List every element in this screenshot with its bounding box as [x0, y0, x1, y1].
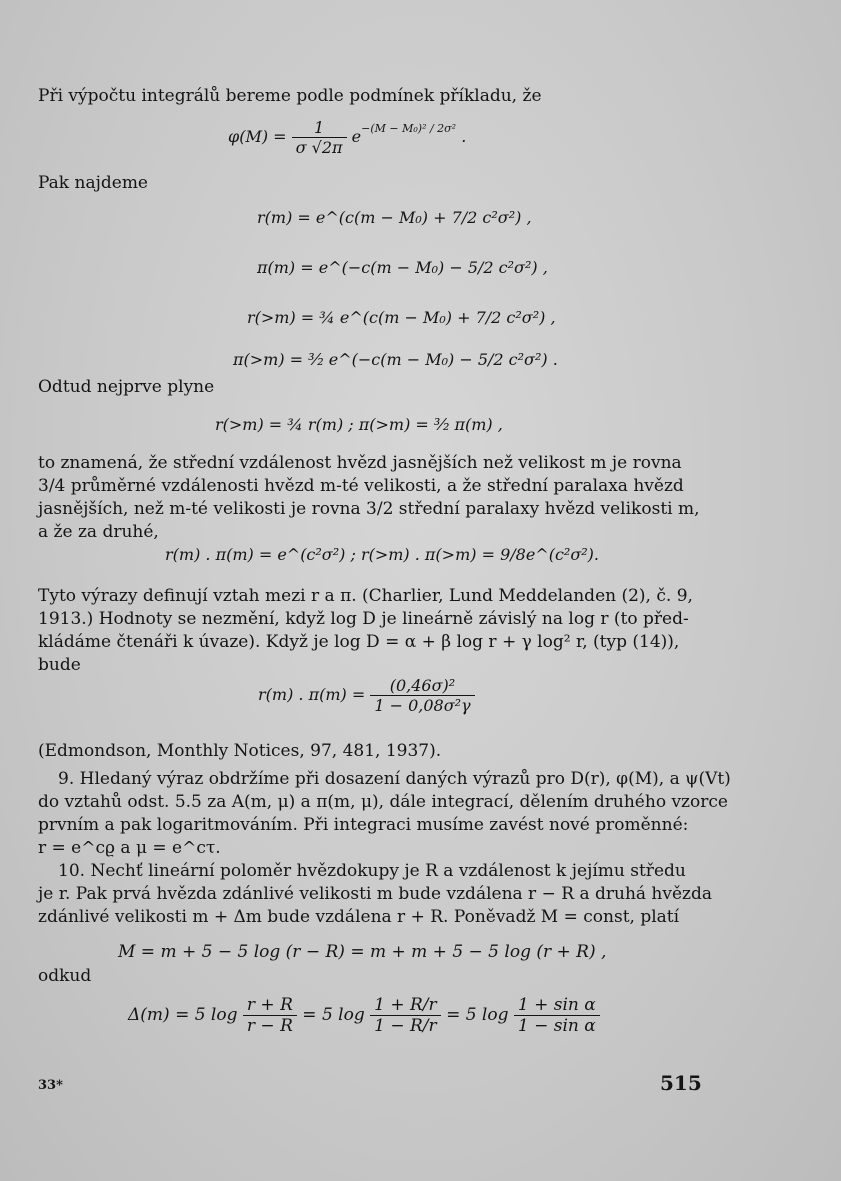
phi-denominator: σ √2π [295, 138, 343, 157]
equation-phi: φ(M) = $\frac{1}{\sigma √2\pi}$ $e^{-(M - M_0)^2 / 2\sigma^2}$ . [228, 118, 467, 157]
text-line: zdánlivé velikosti m + Δm bude vzdálena r + R. Poněvadž M = const, platí [38, 907, 680, 927]
phi-exponent-base: e [351, 127, 362, 146]
edmondson-lhs: r(m) . π(m) = [258, 685, 366, 704]
fraction-denominator: r − R [246, 1016, 293, 1036]
text-line: je r. Pak prvá hvězda zdánlivé velikosti m bude vzdálena r − R a druhá hvězda [38, 884, 713, 904]
fraction-denominator: 1 − R/r [374, 1016, 437, 1036]
text-line: 9. Hledaný výraz obdržíme při dosazení daných výrazů pro D(r), φ(M), a ψ(Vt) [58, 769, 731, 789]
delta-fraction-2 [370, 995, 441, 1036]
text-line: to znamená, že střední vzdálenost hvězd jasnějších než velikost m je rovna [38, 453, 682, 473]
text-line: jasnějších, než m-té velikosti je rovna 3/2 střední paralaxy hvězd velikosti m, [38, 499, 700, 519]
phi-lhs: φ(M) = [228, 127, 287, 146]
delta-lhs: Δ(m) = 5 log [128, 1005, 238, 1025]
text-line: prvním a pak logaritmováním. Při integraci musíme zavést nové proměnné: [38, 815, 689, 835]
edmondson-fraction [370, 676, 474, 715]
delta-fraction-1 [243, 995, 297, 1036]
delta-mid-1: = 5 log [302, 1005, 365, 1025]
equation-pi-gt: π(>m) = ³⁄₂ e^(−c(m − M₀) − 5/2 c²σ²) . [233, 350, 558, 369]
equation-r-gt: r(>m) = ¾ e^(c(m − M₀) + 7/2 c²σ²) , [247, 308, 556, 327]
equation-delta [128, 995, 600, 1036]
text-line: r = e^cϱ a μ = e^cτ. [38, 838, 221, 858]
delta-mid-2: = 5 log [446, 1005, 509, 1025]
text-line: 3/4 průměrné vzdálenosti hvězd m-té velikosti, a že střední paralaxa hvězd [38, 476, 684, 496]
equation-pi-m: π(m) = e^(−c(m − M₀) − 5/2 c²σ²) , [257, 258, 548, 277]
fraction-numerator: 1 + R/r [370, 995, 441, 1016]
text-line: do vztahů odst. 5.5 za A(m, μ) a π(m, μ), dále integrací, dělením druhého vzorce [38, 792, 728, 812]
text-line: bude [38, 655, 81, 675]
phi-numerator: 1 [292, 118, 347, 138]
text-line: odkud [38, 966, 92, 986]
text-line: 1913.) Hodnoty se nezmění, když log D je lineárně závislý na log r (to před- [38, 609, 689, 629]
delta-fraction-3 [514, 995, 600, 1036]
phi-exponent: −(M − M₀)² / 2σ² [361, 122, 457, 135]
text-line: Tyto výrazy definují vztah mezi r a π. (Charlier, Lund Meddelanden (2), č. 9, [38, 586, 693, 606]
text-line: a že za druhé, [38, 522, 159, 542]
fraction-denominator: 1 − sin α [517, 1016, 596, 1036]
equation-relation-1: r(>m) = ¾ r(m) ; π(>m) = ³⁄₂ π(m) , [215, 415, 503, 434]
fraction-numerator: 1 + sin α [514, 995, 600, 1016]
text-line: (Edmondson, Monthly Notices, 97, 481, 1937). [38, 741, 442, 761]
equation-relation-2: r(m) . π(m) = e^(c²σ²) ; r(>m) . π(>m) = 9/8e^(c²σ²). [165, 545, 599, 564]
fraction-numerator: r + R [243, 995, 297, 1016]
text-line: Odtud nejprve plyne [38, 377, 215, 397]
edmondson-denominator: 1 − 0,08σ²γ [374, 696, 471, 715]
phi-fraction [292, 118, 347, 157]
page-number: 515 [660, 1071, 702, 1095]
text-line: 10. Nechť lineární poloměr hvězdokupy je R a vzdálenost k jejímu středu [58, 861, 686, 881]
text-line: Pak najdeme [38, 173, 148, 193]
equation-M: M = m + 5 − 5 log (r − R) = m + m + 5 − 5 log (r + R) , [118, 942, 607, 962]
equation-r-m: r(m) = e^(c(m − M₀) + 7/2 c²σ²) , [257, 208, 532, 227]
text-line: Při výpočtu integrálů bereme podle podmínek příkladu, že [38, 86, 542, 106]
text-line: kládáme čtenáři k úvaze). Když je log D = α + β log r + γ log² r, (typ (14)), [38, 632, 680, 652]
signature-mark: 33* [38, 1078, 63, 1093]
edmondson-numerator: (0,46σ)² [370, 676, 474, 696]
equation-edmondson [258, 676, 475, 715]
